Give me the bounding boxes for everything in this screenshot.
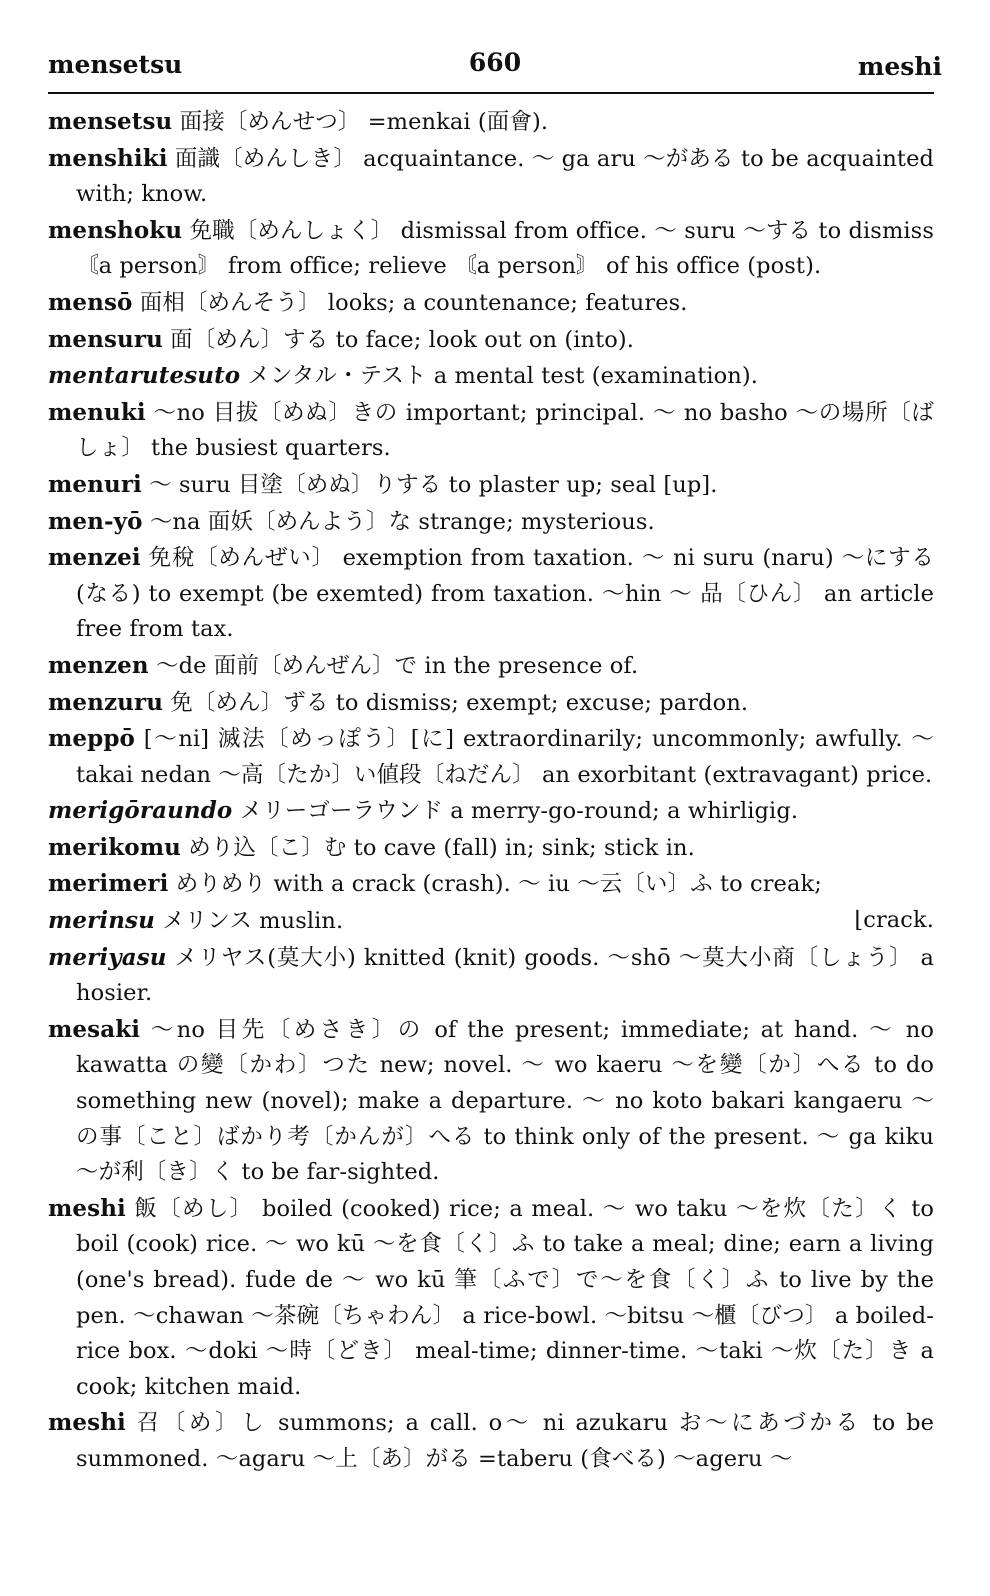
entry-headword: menzen: [48, 651, 149, 679]
dictionary-entry: [48, 358, 934, 395]
entry-definition: 免稅〔めんぜい〕 exemption from taxation. ～ ni suru (naru) ～にする(なる) to exempt (be exemted) from taxation. ～hin ～ 品〔ひん〕 an article free from tax.: [76, 545, 934, 643]
dictionary-entry: [48, 504, 934, 541]
header-rule: [48, 92, 934, 94]
entry-definition: めりめり with a crack (crash). ～ iu ～云〔い〕ふ to creak;: [175, 871, 822, 898]
entry-headword: mensō: [48, 288, 133, 316]
dictionary-entry: [48, 1012, 934, 1191]
entry-headword: meshi: [48, 1194, 126, 1222]
entry-definition: めり込〔こ〕む to cave (fall) in; sink; stick in.: [188, 834, 695, 861]
entry-definition: 免職〔めんしょく〕 dismissal from office. ～ suru ～する to dismiss 〘a person〙 from office; relieve 〘a person〙 of his office (post).: [76, 217, 934, 280]
entry-definition: 面接〔めんせつ〕 =menkai (面會).: [179, 109, 549, 135]
carryover-word: ⌊crack.: [854, 907, 934, 934]
entry-definition: 免〔めん〕ずる to dismiss; exempt; excuse; pardon.: [170, 689, 749, 716]
entry-definition: ～no 目拔〔めぬ〕きの important; principal. ～ no basho ～の場所〔ばしょ〕 the busiest quarters.: [76, 399, 934, 462]
dictionary-entry: [48, 322, 934, 359]
entry-headword: menuri: [48, 470, 142, 498]
header-first-headword: mensetsu: [48, 50, 183, 79]
entry-definition: [～ni] 滅法〔めっぽう〕[に] extraordinarily; uncommonly; awfully. ～ takai nedan ～高〔たか〕い値段〔ねだん〕 an exorbitant (extravagant) price.: [76, 726, 934, 788]
dictionary-entry: [48, 940, 934, 1012]
entry-headword: mensuru: [48, 325, 163, 353]
entry-definition: ～ suru 目塗〔めぬ〕りする to plaster up; seal [up].: [149, 471, 718, 498]
entry-definition: ～na 面妖〔めんよう〕な strange; mysterious.: [149, 508, 655, 535]
entry-headword: menshiki: [48, 144, 168, 172]
dictionary-entry: [48, 648, 934, 685]
entry-headword: mentarutesuto: [48, 362, 241, 390]
dictionary-entry: [48, 104, 934, 141]
page-number: 660: [468, 48, 522, 77]
dictionary-entry: [48, 1405, 934, 1477]
dictionary-entry: [48, 141, 934, 213]
dictionary-entry: [48, 540, 934, 648]
entry-headword: meppō: [48, 725, 135, 753]
entry-definition: ～de 面前〔めんぜん〕で in the presence of.: [155, 652, 639, 679]
entry-headword: menzei: [48, 544, 141, 572]
entry-definition: ～no 目先〔めさき〕の of the present; immediate; at hand. ～ no kawatta の變〔かわ〕つた new; novel. ～ wo kaeru ～を變〔か〕へる to do something new (novel); make a departure. ～ no koto bakari kangaeru ～の事〔こと〕ばかり考〔かんが〕へる to think only of the present. ～ ga kiku ～が利〔き〕く to be far-sighted.: [76, 1016, 934, 1186]
dictionary-entry: [48, 467, 934, 504]
header-last-headword: meshi: [857, 52, 942, 81]
entry-definition: メリーゴーラウンド a merry-go-round; a whirligig.: [239, 798, 799, 825]
dictionary-entry: [48, 395, 934, 467]
entry-definition: メンタル・テスト a mental test (examination).: [247, 363, 759, 390]
dictionary-entry: [48, 866, 934, 903]
entry-headword: mesaki: [48, 1015, 141, 1043]
dictionary-entry: [48, 1191, 934, 1406]
dictionary-entry: [48, 685, 934, 722]
dictionary-entry: [48, 285, 934, 322]
entry-definition: 面識〔めんしき〕 acquaintance. ～ ga aru ～がある to be acquainted with; know.: [76, 145, 934, 208]
entry-headword: menshoku: [48, 216, 183, 244]
entry-headword: merimeri: [48, 870, 169, 898]
entry-definition: 面〔めん〕する to face; look out on (into).: [170, 326, 635, 353]
entry-definition: 飯〔めし〕 boiled (cooked) rice; a meal. ～ wo taku ～を炊〔た〕く to boil (cook) rice. ～ wo kū ～を食〔く〕ふ to take a meal; dine; earn a living (one's bread). fude de ～ wo kū 筆〔ふで〕で～を食〔く〕ふ to live by the pen. ～chawan ～茶碗〔ちゃわん〕 a rice-bowl. ～bitsu ～櫃〔びつ〕 a boiled-rice box. ～doki ～時〔どき〕 meal-time; dinner-time. ～taki ～炊〔た〕き a cook; kitchen maid.: [76, 1195, 934, 1400]
entry-definition: 面相〔めんそう〕 looks; a countenance; features.: [139, 289, 688, 316]
dictionary-entry: [48, 793, 934, 830]
entry-headword: merinsu: [48, 907, 155, 935]
running-header: [48, 44, 942, 84]
entry-headword: merikomu: [48, 833, 181, 861]
entry-definition: メリヤス(莫大小) knitted (knit) goods. ～shō ～莫大小商〔しょう〕 a hosier.: [76, 944, 934, 1007]
entry-headword: menuki: [48, 398, 146, 426]
dictionary-entry: [48, 903, 934, 940]
entry-headword: meshi: [48, 1409, 126, 1437]
dictionary-entry: [48, 721, 934, 793]
entry-headword: merigōraundo: [48, 797, 233, 825]
entry-headword: mensetsu: [48, 108, 173, 135]
dictionary-entries: [48, 104, 934, 1478]
entry-headword: menzuru: [48, 688, 164, 716]
entry-headword: meriyasu: [48, 943, 167, 971]
entry-definition: 召〔め〕し summons; a call. o～ ni azukaru お～にあづかる to be summoned. ～agaru ～上〔あ〕がる =taberu (食べる) ～ageru ～: [76, 1410, 934, 1472]
entry-definition: メリンス muslin.: [162, 908, 344, 935]
dictionary-entry: [48, 213, 934, 285]
entry-headword: men-yō: [48, 507, 143, 535]
dictionary-entry: [48, 830, 934, 867]
